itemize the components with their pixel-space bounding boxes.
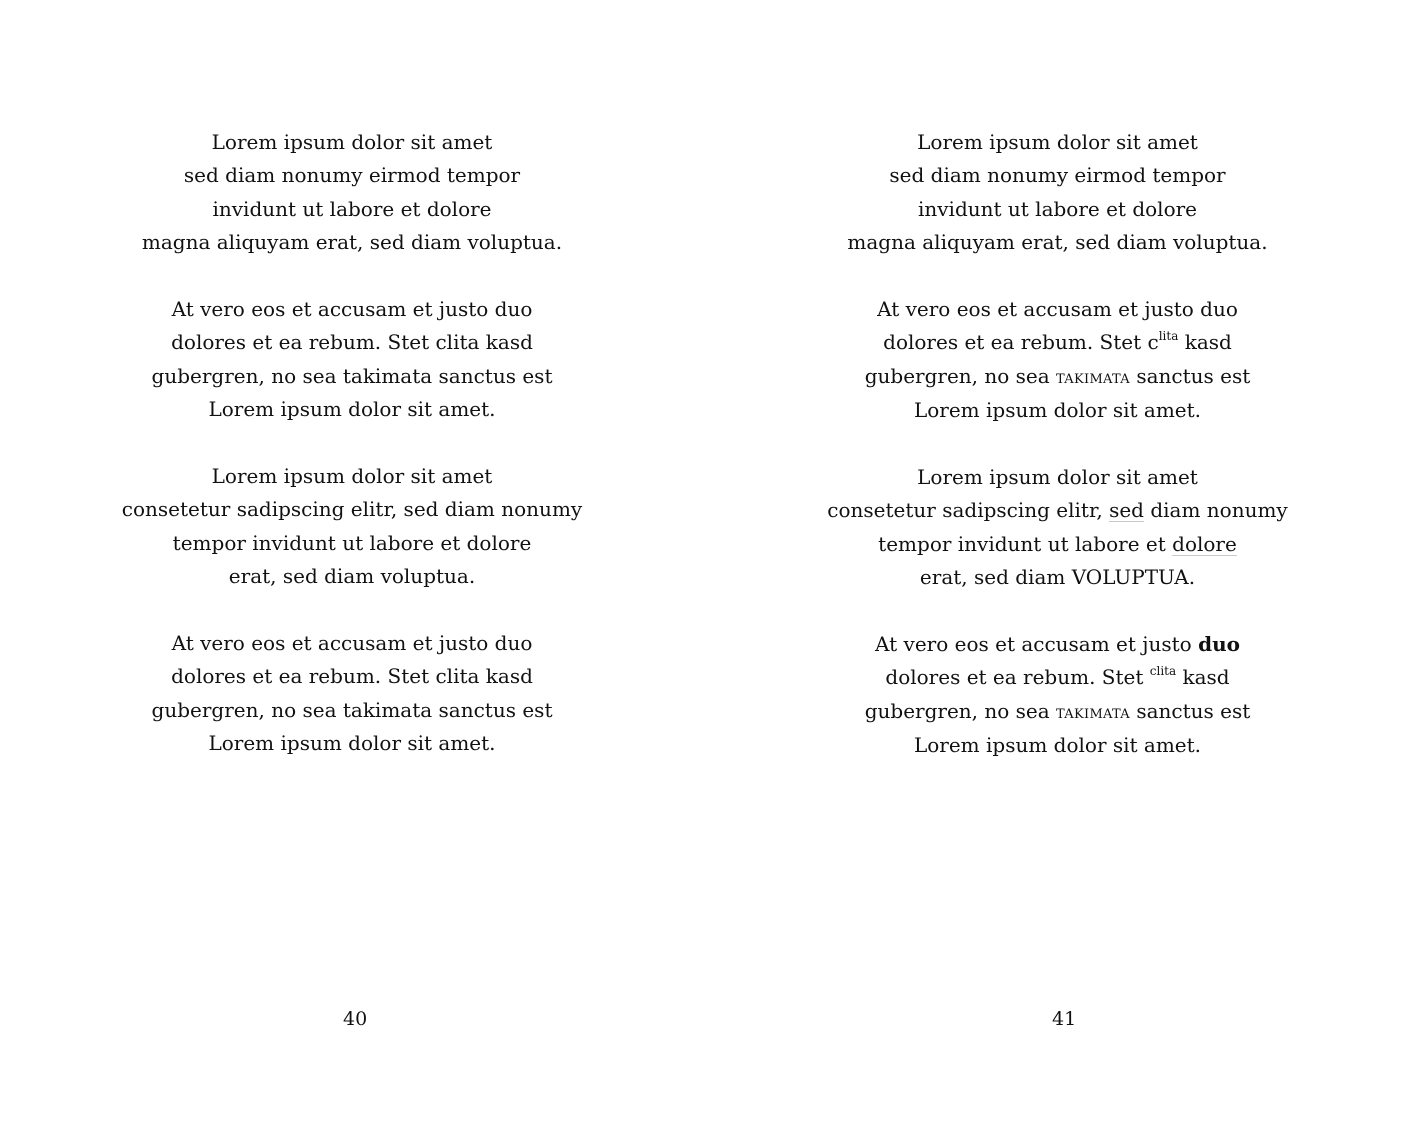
- text-line: [703, 360, 1412, 394]
- stanza-1: [703, 126, 1412, 260]
- text-line: sed diam nonumy eirmod tempor: [889, 163, 1226, 188]
- text-line: Lorem ipsum dolor sit amet: [211, 464, 493, 489]
- text-fragment: gubergren, no sea: [864, 698, 1057, 723]
- text-line: [703, 326, 1412, 359]
- text-line: Lorem ipsum dolor sit amet: [211, 130, 493, 154]
- text-line: magna aliquyam erat, sed diam voluptua.: [141, 230, 563, 255]
- text-fragment: dolores et ea rebum. Stet c: [883, 330, 1159, 355]
- text-fragment: sanctus est: [1129, 698, 1251, 723]
- text-fragment: kasd: [1176, 665, 1230, 690]
- text-fragment: sanctus est: [1129, 363, 1251, 388]
- text-line: Lorem ipsum dolor sit amet.: [208, 731, 496, 756]
- superscript-text: clita: [1149, 664, 1177, 679]
- stanza-3: [0, 460, 706, 594]
- text-line: At vero eos et accusam et justo duo: [171, 297, 533, 322]
- text-line: erat, sed diam VOLUPTUA.: [919, 565, 1196, 590]
- text-fragment: gubergren, no sea: [864, 363, 1057, 388]
- stanza-1: [0, 126, 706, 260]
- underlined-text: dolore: [1172, 531, 1237, 556]
- text-line: At vero eos et accusam et justo duo: [877, 297, 1238, 322]
- small-caps-text: takimata: [1056, 701, 1130, 723]
- text-fragment: tempor invidunt ut labore et: [878, 531, 1173, 556]
- stanza-4: [0, 627, 706, 761]
- text-fragment: consetetur sadipscing elitr,: [827, 498, 1110, 523]
- text-line: Lorem ipsum dolor sit amet: [917, 130, 1198, 154]
- text-line: dolores et ea rebum. Stet clita kasd: [171, 330, 533, 355]
- text-line: dolores et ea rebum. Stet clita kasd: [171, 664, 533, 689]
- stanza-2: [703, 293, 1412, 428]
- bold-text: duo: [1198, 632, 1240, 657]
- left-page-text: [0, 126, 706, 794]
- small-caps-text: takimata: [1056, 366, 1130, 388]
- text-fragment: kasd: [1178, 330, 1232, 355]
- text-line: [703, 661, 1412, 694]
- text-fragment: dolores et ea rebum. Stet: [885, 665, 1150, 690]
- text-line: [703, 695, 1412, 729]
- page-number: 40: [343, 1008, 368, 1030]
- text-fragment: diam nonumy: [1143, 498, 1288, 523]
- stanza-2: [0, 293, 706, 427]
- text-line: gubergren, no sea takimata sanctus est: [151, 697, 553, 722]
- text-line: erat, sed diam voluptua.: [228, 564, 476, 589]
- text-line: Lorem ipsum dolor sit amet.: [208, 397, 496, 422]
- text-line: Lorem ipsum dolor sit amet.: [913, 733, 1202, 758]
- text-line: invidunt ut labore et dolore: [212, 196, 492, 221]
- right-page: [708, 0, 1417, 1122]
- text-line: At vero eos et accusam et justo duo: [171, 631, 533, 656]
- left-page: [0, 0, 708, 1122]
- text-line: [703, 628, 1412, 661]
- text-line: magna aliquyam erat, sed diam voluptua.: [847, 230, 1268, 255]
- text-fragment: At vero eos et accusam et justo: [875, 632, 1199, 657]
- text-line: invidunt ut labore et dolore: [917, 196, 1198, 221]
- text-line: [703, 528, 1412, 561]
- text-line: tempor invidunt ut labore et dolore: [172, 530, 532, 555]
- text-line: gubergren, no sea takimata sanctus est: [151, 363, 553, 388]
- text-line: Lorem ipsum dolor sit amet: [917, 465, 1198, 490]
- page-number: 41: [1052, 1008, 1077, 1030]
- stanza-3: [703, 461, 1412, 595]
- right-page-text: [703, 126, 1412, 796]
- underlined-text: sed: [1109, 498, 1144, 523]
- text-line: sed diam nonumy eirmod tempor: [183, 163, 521, 188]
- superscript-text: lita: [1158, 329, 1179, 344]
- stanza-4: [703, 628, 1412, 763]
- text-line: consetetur sadipscing elitr, sed diam nonumy: [121, 497, 583, 522]
- text-line: Lorem ipsum dolor sit amet.: [913, 398, 1202, 423]
- text-line: [703, 494, 1412, 527]
